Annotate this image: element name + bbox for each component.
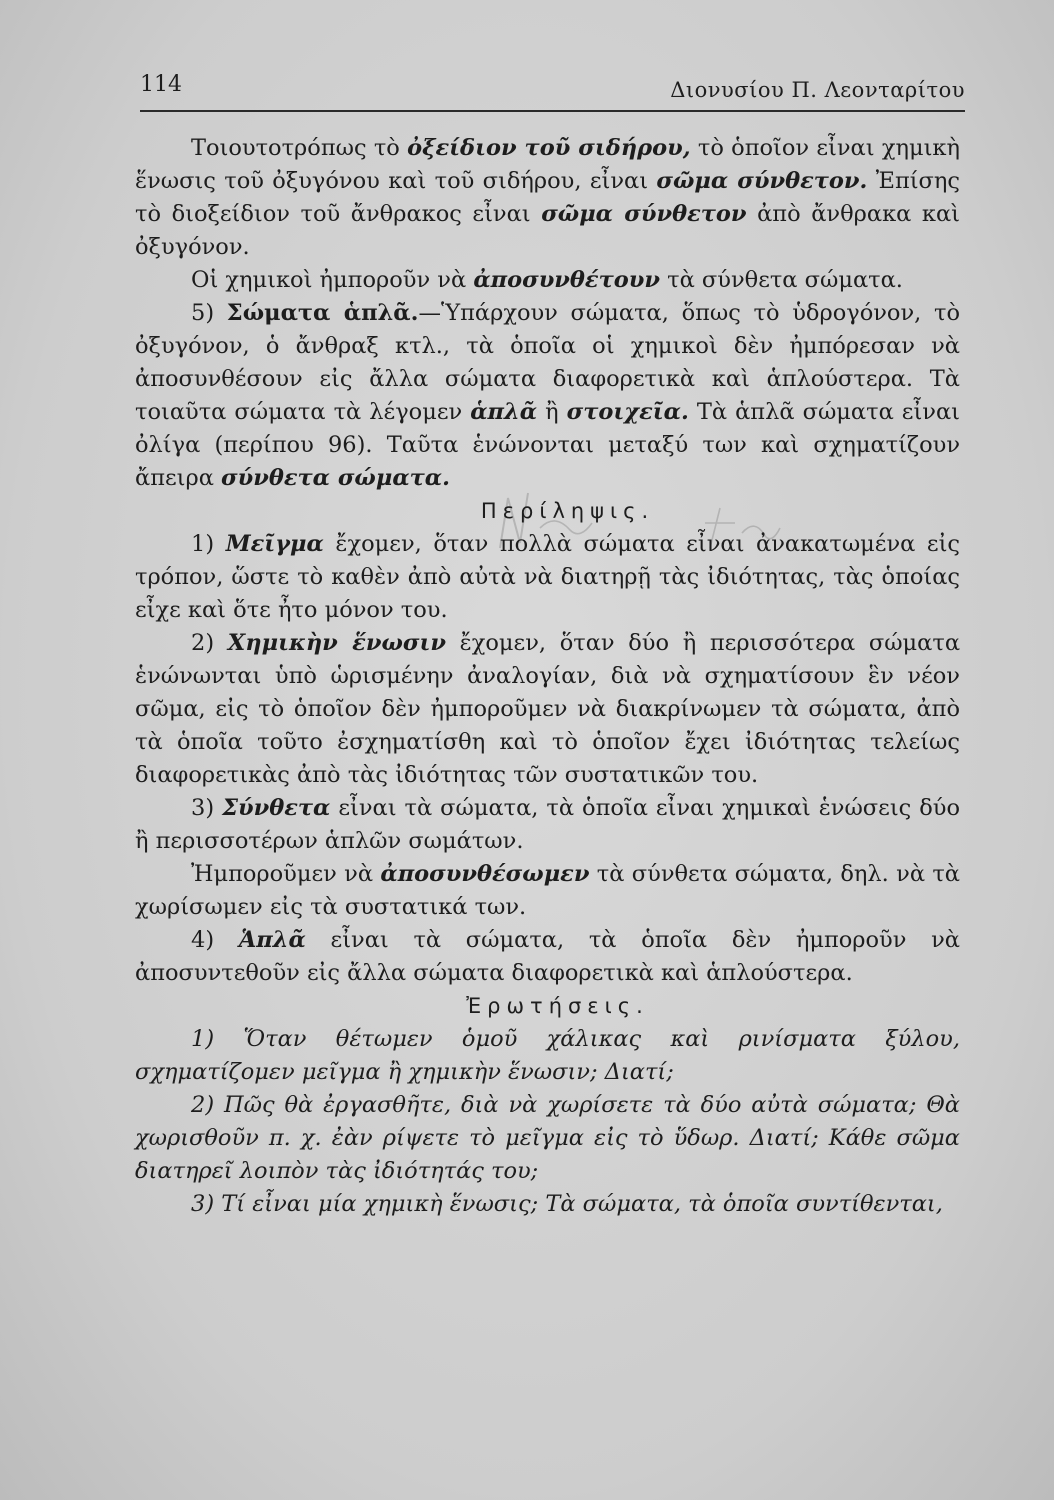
text-run: 5) (191, 300, 227, 326)
summary-item (135, 858, 960, 924)
text-run: 4) (191, 927, 239, 953)
emphasis-run: ἀποσυνθέτουν (473, 267, 660, 293)
running-head-author: Διονυσίου Π. Λεονταρίτου (670, 78, 965, 102)
emphasis-run: Σύνθετα (222, 795, 331, 821)
page-number: 114 (140, 72, 182, 97)
summary-item (135, 924, 960, 990)
emphasis-run: Χημικὴν ἕνωσιν (227, 630, 446, 656)
intro-paragraph-decompose (135, 264, 960, 297)
text-run: εἶναι τὰ σώματα, τὰ ὁποῖα εἶναι χημικαὶ ἑνώσεις δύο ἢ περισσοτέρων ἁπλῶν σωμάτων. (135, 795, 960, 854)
question-item: 1) Ὅταν θέτωμεν ὁμοῦ χάλικας καὶ ρινίσματα ξύλου, σχηματίζομεν μεῖγμα ἢ χημικὴν ἕνωσιν; Διατί; (135, 1026, 960, 1085)
text-run: τὰ σύνθετα σώματα. (659, 267, 903, 293)
text-run: Ἐπίσης τὸ διοξείδιον τοῦ ἄνθρακος εἶναι (135, 168, 960, 227)
text-run: Ἠμποροῦμεν νὰ (191, 861, 381, 887)
text-run: —Ὑπάρχουν σώματα, ὅπως τὸ ὑδρογόνον, τὸ ὀξυγόνον, ὁ ἄνθραξ κτλ., τὰ ὁποῖα οἱ χημικοὶ δὲν ἠμπόρεσαν νὰ ἀποσυνθέσουν εἰς ἄλλα σώματα διαφορετικὰ καὶ ἁπλούστερα. Τὰ τοιαῦτα σώματα τὰ λέγομεν (135, 300, 961, 425)
page-header (140, 70, 965, 112)
text-run: Τὰ ἁπλᾶ σώματα εἶναι ὀλίγα (περίπου 96). Ταῦτα ἑνώνονται μεταξύ των καὶ σχηματίζουν ἄπειρα (135, 399, 960, 491)
text-run: εἶναι τὰ σώματα, τὰ ὁποῖα δὲν ἠμποροῦν νὰ ἀποσυντεθοῦν εἰς ἄλλα σώματα διαφορετικὰ καὶ ἁπλούστερα. (135, 927, 960, 986)
intro-paragraph-compounds (135, 132, 960, 264)
emphasis-run: στοιχεῖα. (566, 399, 689, 425)
question-item: 2) Πῶς θὰ ἐργασθῆτε, διὰ νὰ χωρίσετε τὰ δύο αὐτὰ σώματα; Θὰ χωρισθοῦν π. χ. ἐὰν ρίψετε τὸ μεῖγμα εἰς τὸ ὕδωρ. Διατί; Κάθε σῶμα διατηρεῖ λοιπὸν τὰς ἰδιότητάς του; (135, 1092, 960, 1184)
summary-item (135, 528, 960, 627)
emphasis-run: σῶμα σύνθετον (541, 201, 747, 227)
summary-item (135, 627, 960, 792)
text-run: 2) (191, 630, 228, 656)
question-item: 3) Τί εἶναι μία χημικὴ ἕνωσις; Τὰ σώματα, τὰ ὁποῖα συντίθενται, (191, 1191, 943, 1217)
text-run: Τοιουτοτρόπως τὸ (191, 135, 408, 161)
emphasis-run: ἁπλᾶ (470, 399, 538, 425)
section-title: Σώματα ἁπλᾶ. (226, 300, 419, 326)
emphasis-run: Μεῖγμα (225, 531, 324, 557)
emphasis-run: ὀξείδιον τοῦ σιδήρου, (407, 135, 691, 161)
emphasis-run: σῶμα σύνθετον. (656, 168, 868, 194)
text-run: Οἱ χημικοὶ ἠμποροῦν νὰ (191, 267, 474, 293)
summary-heading: Περίληψις. (480, 499, 655, 523)
text-run: τὸ ὁποῖον εἶναι χημικὴ ἕνωσις τοῦ ὀξυγόνου καὶ τοῦ σιδήρου, εἶναι (135, 135, 960, 194)
text-run: 3) (191, 795, 223, 821)
emphasis-run: ἀποσυνθέσωμεν (380, 861, 590, 887)
emphasis-run: σύνθετα σώματα. (221, 465, 450, 491)
text-run: ἔχομεν, ὅταν πολλὰ σώματα εἶναι ἀνακατωμένα εἰς τρόπον, ὥστε τὸ καθὲν ἀπὸ αὐτὰ νὰ διατηρῇ τὰς ἰδιότητας, τὰς ὁποίας εἶχε καὶ ὅτε ἦτο μόνον του. (135, 531, 960, 623)
text-run: ἀπὸ ἄνθρακα καὶ ὀξυγόνον. (135, 201, 960, 260)
page-body (135, 132, 960, 1221)
summary-item (135, 792, 960, 858)
text-run: 1) (191, 531, 226, 557)
emphasis-run: Ἁπλᾶ (238, 927, 306, 953)
questions-heading: Ἐρωτήσεις. (466, 994, 649, 1018)
text-run: τὰ σύνθετα σώματα, δηλ. νὰ τὰ χωρίσωμεν εἰς τὰ συστατικά των. (135, 861, 960, 920)
text-run: ἢ (537, 399, 567, 425)
text-run: ἔχομεν, ὅταν δύο ἢ περισσότερα σώματα ἑνώνωνται ὑπὸ ὡρισμένην ἀναλογίαν, διὰ νὰ σχηματίσουν ἓν νέον σῶμα, εἰς τὸ ὁποῖον δὲν ἠμποροῦμεν νὰ διακρίνωμεν τὰ σώματα, ἀπὸ τὰ ὁποῖα τοῦτο ἐσχηματίσθη καὶ τὸ ὁποῖον ἔχει ἰδιότητας τελείως διαφορετικὰς ἀπὸ τὰς ἰδιότητας τῶν συστατικῶν του. (135, 630, 961, 788)
intro-paragraph-simple-bodies (135, 297, 960, 495)
